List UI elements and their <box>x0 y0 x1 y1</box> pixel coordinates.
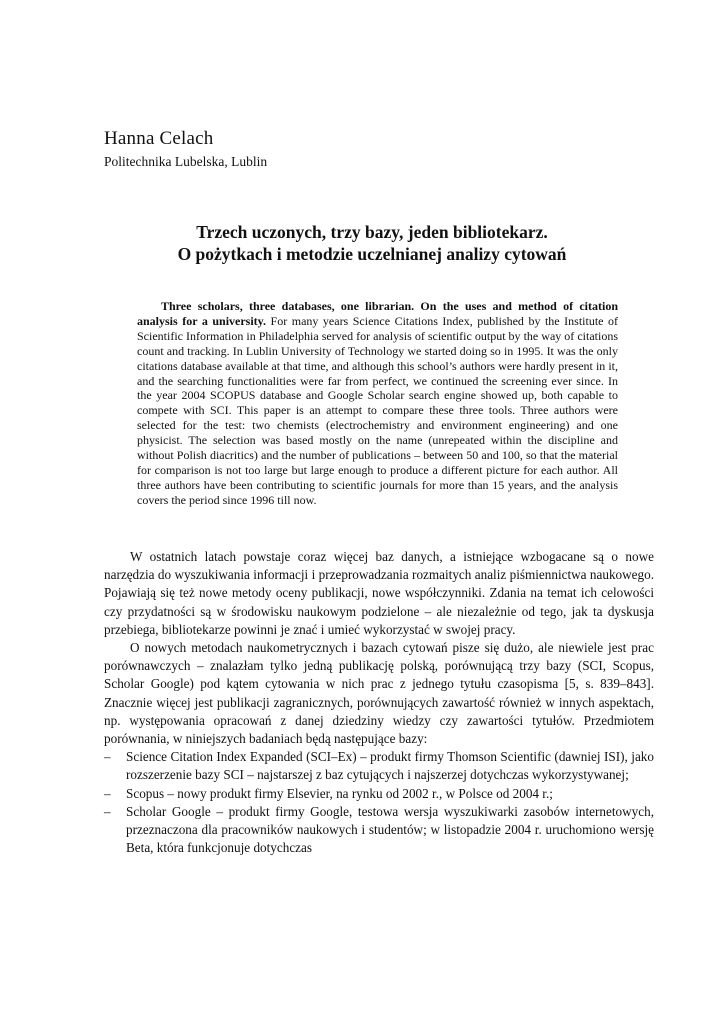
list-item <box>104 785 654 803</box>
title-line-2: O pożytkach i metodzie uczelnianej analizy cytowań <box>177 244 567 264</box>
database-list <box>104 748 654 857</box>
abstract-text: For many years Science Citations Index, published by the Institute of Scientific Information in Philadelphia served for analysis of scientific output by the way of citations count and tracking. In Lublin University of Technology we started doing so in 1995. It was the only citations database available at that time, and although this school’s authors were hardly present in it, and the searching functionalities were far from perfect, we continued the screening ever since. In the year 2004 SCOPUS database and Google Scholar search engine showed up, both capable to compete with SCI. This paper is an attempt to compare these three tools. Three authors were selected for the test: two chemists (electrochemistry and environment engineering) and one physicist. The selection was based mostly on the name (unrepeated within the discipline and without Polish diacritics) and the number of publications – between 50 and 100, so that the material for comparison is not too large but large enough to produce a different picture for each author. All three authors have been contributing to scientific journals for more than 15 years, and the analysis covers the period since 1996 till now. <box>137 313 618 507</box>
paragraph-1: W ostatnich latach powstaje coraz więcej baz danych, a istniejące wzbogacane są o nowe narzędzia do wyszukiwania informacji i przeprowadzania rozmaitych analiz piśmiennictwa naukowego. Pojawiają się też nowe metody oceny publikacji, nowe współczynniki. Zdania na temat ich celowości czy przydatności są w środowisku naukowym podzielone – ale niezależnie od tego, jak ta dyskusja przebiega, bibliotekarze powinni je znać i umieć wykorzystać w swojej pracy. <box>104 549 654 637</box>
author-affiliation: Politechnika Lubelska, Lublin <box>104 154 268 169</box>
title-line-1: Trzech uczonych, trzy bazy, jeden bibliotekarz. <box>196 222 548 242</box>
list-dash: – <box>104 749 111 765</box>
author-name: Hanna Celach <box>104 128 214 149</box>
list-dash: – <box>104 803 111 819</box>
list-item <box>104 803 654 858</box>
abstract <box>137 299 618 508</box>
abstract-title: Three scholars, three databases, one librarian. On the uses and method of citation analysis for a university. <box>137 299 618 328</box>
list-item-text: Scopus – nowy produkt firmy Elsevier, na rynku od 2002 r., w Polsce od 2004 r.; <box>126 785 553 801</box>
paper-title <box>104 221 640 265</box>
list-dash: – <box>104 785 111 801</box>
paragraph-2: O nowych metodach naukometrycznych i bazach cytowań pisze się dużo, ale niewiele jest prac porównawczych – znalazłam tylko jedną publikację polską, porównującą trzy bazy (SCI, Scopus, Scholar Google) pod kątem cytowania w nich prac z jednego tytułu czasopisma [5, s. 839–843]. Znacznie więcej jest publikacji zagranicznych, porównujących zawartość również w innych aspektach, np. występowania opracowań z danej dziedziny wiedzy czy zawartości tytułów. Przedmiotem porównania, w niniejszych badaniach będą następujące bazy: <box>104 640 654 747</box>
list-item-text: Scholar Google – produkt firmy Google, testowa wersja wyszukiwarki zasobów internetowych, przeznaczona dla pracowników naukowych i studentów; w listopadzie 2004 r. uruchomiono wersję Beta, która funkcjonuje dotychczas <box>126 803 654 856</box>
list-item <box>104 748 654 784</box>
list-item-text: Science Citation Index Expanded (SCI–Ex) – produkt firmy Thomson Scientific (dawniej ISI), jako rozszerzenie bazy SCI – najstarszej z baz cytujących i najszerzej dotychczas wykorzystywanej; <box>126 749 654 783</box>
body-text <box>104 548 654 857</box>
